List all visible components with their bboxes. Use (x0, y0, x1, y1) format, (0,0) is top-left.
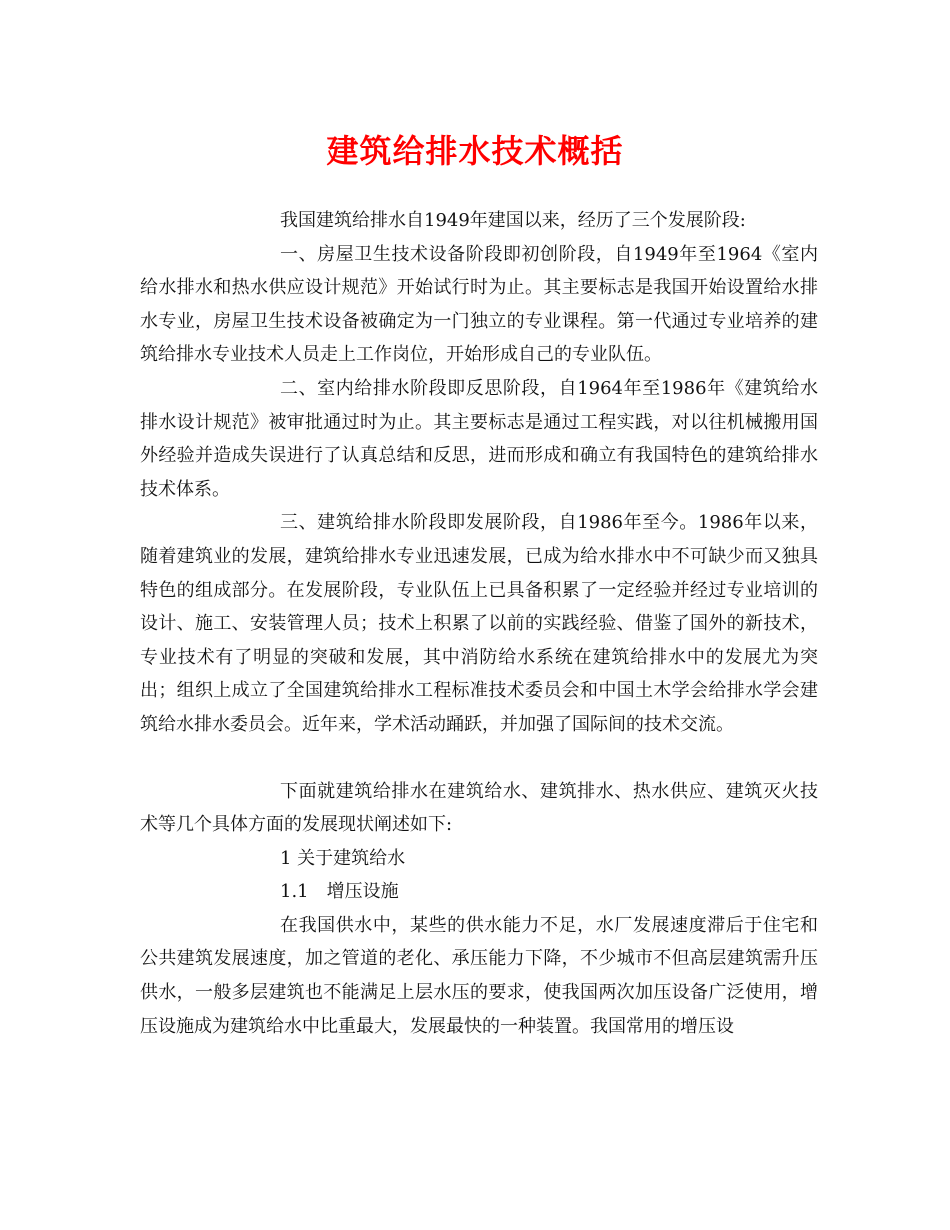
section-heading-water-supply: 1 关于建筑给水 (280, 847, 406, 869)
paragraph-stage-one: 一、房屋卫生技术设备阶段即初创阶段，自1949年至1964《室内给水排水和热水供应设计规范》开始试行时为止。其主要标志是我国开始设置给水排水专业，房屋卫生技术设备被确定为一门独立的专业课程。第一代通过专业培养的建筑给排水专业技术人员走上工作岗位，开始形成自己的专业队伍。 (140, 243, 818, 366)
document-body (140, 204, 818, 1043)
document-title: 建筑给排水技术概括 (326, 132, 624, 170)
paragraph-intro: 我国建筑给排水自1949年建国以来，经历了三个发展阶段: (280, 210, 746, 231)
subsection-heading-booster: 1.1 增压设施 (280, 881, 399, 903)
paragraph-overview: 下面就建筑给排水在建筑给水、建筑排水、热水供应、建筑灭火技术等几个具体方面的发展现状阐述如下: (140, 780, 818, 836)
paragraph-stage-two: 二、室内给排水阶段即反思阶段，自1964年至1986年《建筑给水排水设计规范》被审批通过时为止。其主要标志是通过工程实践，对以往机械搬用国外经验并造成失误进行了认真总结和反思，进而形成和确立有我国特色的建筑给排水技术体系。 (140, 377, 818, 500)
paragraph-booster: 在我国供水中，某些的供水能力不足，水厂发展速度滞后于住宅和公共建筑发展速度，加之管道的老化、承压能力下降，不少城市不但高层建筑需升压供水，一般多层建筑也不能满足上层水压的要求，使我国两次加压设备广泛使用，增压设施成为建筑给水中比重最大，发展最快的一种装置。我国常用的增压设 (140, 914, 818, 1037)
paragraph-stage-three: 三、建筑给排水阶段即发展阶段，自1986年至今。1986年以来，随着建筑业的发展，建筑给排水专业迅速发展，已成为给水排水中不可缺少而又独具特色的组成部分。在发展阶段，专业队伍上已具备积累了一定经验并经过专业培训的设计、施工、安装管理人员；技术上积累了以前的实践经验、借鉴了国外的新技术，专业技术有了明显的突破和发展，其中消防给水系统在建筑给排水中的发展尤为突出；组织上成立了全国建筑给排水工程标准技术委员会和中国土木学会给排水学会建筑给水排水委员会。近年来，学术活动踊跃，并加强了国际间的技术交流。 (140, 512, 818, 735)
